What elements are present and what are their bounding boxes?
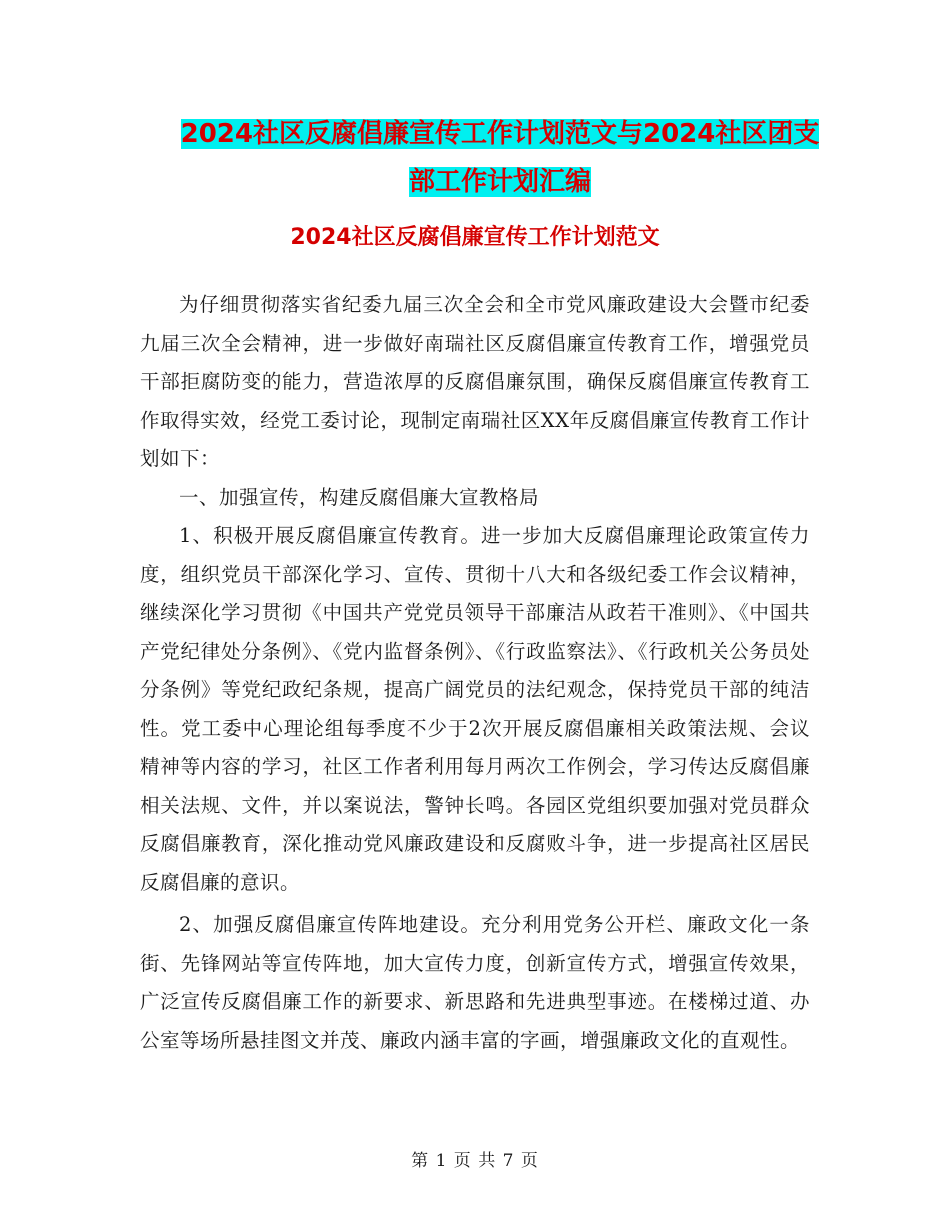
document-title-line-1: 2024社区反腐倡廉宣传工作计划范文与2024社区团支 [180,119,820,149]
document-title [140,110,860,206]
paragraph-intro: 为仔细贯彻落实省纪委九届三次全会和全市党风廉政建设大会暨市纪委九届三次全会精神，进一步做好南瑞社区反腐倡廉宣传教育工作，增强党员干部拒腐防变的能力，营造浓厚的反腐倡廉氛围，确保反腐倡廉宣传教育工作取得实效，经党工委讨论，现制定南瑞社区XX年反腐倡廉宣传教育工作计划如下： [140,293,810,470]
document-title-line-2: 部工作计划汇编 [408,167,591,197]
paragraph-item-2: 2、加强反腐倡廉宣传阵地建设。充分利用党务公开栏、廉政文化一条街、先锋网站等宣传阵地，加大宣传力度，创新宣传方式，增强宣传效果，广泛宣传反腐倡廉工作的新要求、新思路和先进典型事迹。在楼梯过道、办公室等场所悬挂图文并茂、廉政内涵丰富的字画，增强廉政文化的直观性。 [140,913,810,1052]
paragraph-heading-1: 一、加强宣传，构建反腐倡廉大宣教格局 [179,485,540,509]
page-footer: 第 1 页 共 7 页 [411,1151,539,1171]
document-body [140,286,810,1060]
paragraph-item-1: 1、积极开展反腐倡廉宣传教育。进一步加大反腐倡廉理论政策宣传力度，组织党员干部深化学习、宣传、贯彻十八大和各级纪委工作会议精神，继续深化学习贯彻《中国共产党党员领导干部廉洁从政若干准则》、《中国共产党纪律处分条例》、《党内监督条例》、《行政监察法》、《行政机关公务员处分条例》等党纪政纪条规，提高广阔党员的法纪观念，保持党员干部的纯洁性。党工委中心理论组每季度不少于2次开展反腐倡廉相关政策法规、会议精神等内容的学习，社区工作者利用每月两次工作例会，学习传达反腐倡廉相关法规、文件，并以案说法，警钟长鸣。各园区党组织要加强对党员群众反腐倡廉教育，深化推动党风廉政建设和反腐败斗争，进一步提高社区居民反腐倡廉的意识。 [140,524,810,894]
section-title: 2024社区反腐倡廉宣传工作计划范文 [290,225,660,250]
